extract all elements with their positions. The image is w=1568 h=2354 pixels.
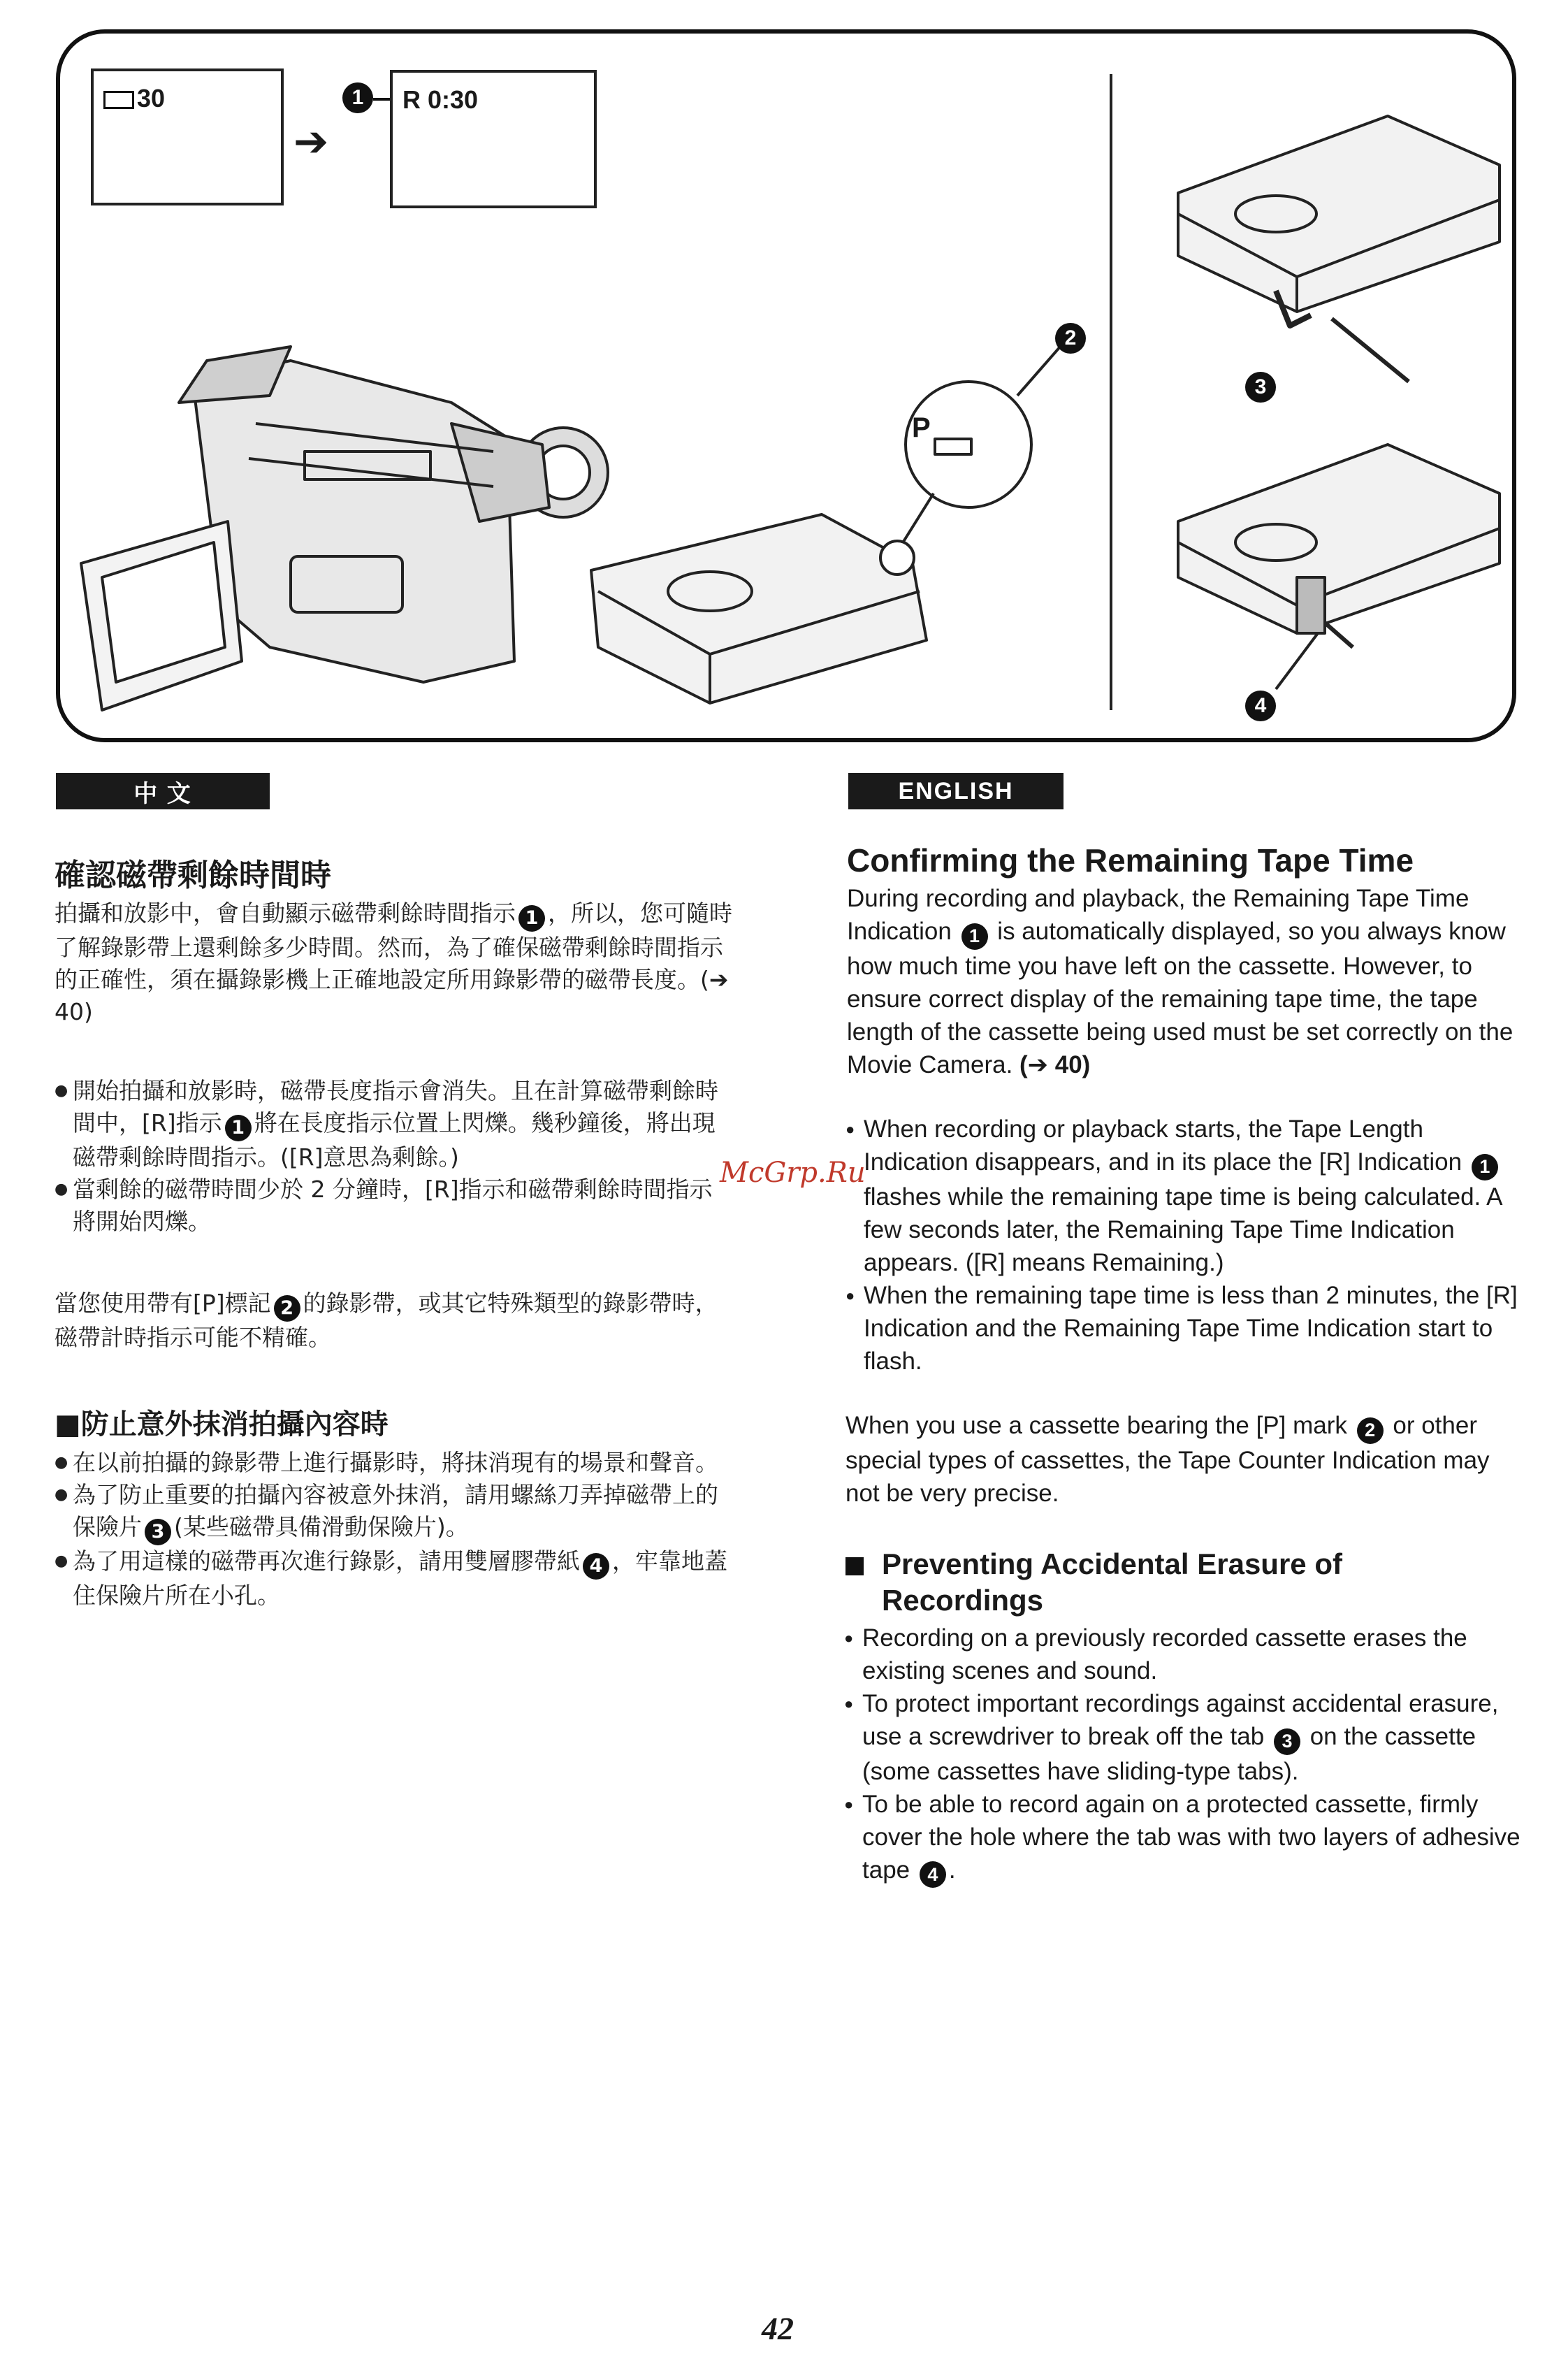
chinese-note: 當您使用帶有[P]標記 2 的錄影帶，或其它特殊類型的錄影帶時，磁帶計時指示可能不精確。 (55, 1290, 718, 1351)
callout-4: 4 (1245, 691, 1276, 721)
list-item: ● 為了防止重要的拍攝內容被意外抹消，請用螺絲刀弄掉磁帶上的保險片 3 (某些磁帶具備滑動保險片)。 (55, 1479, 732, 1545)
cassette-top-right (1178, 116, 1500, 312)
magnifier-circle (906, 382, 1031, 507)
section-square-icon (845, 1557, 864, 1575)
list-item: ● When the remaining tape time is less than 2 minutes, the [R] Indication and the Remaining Tape Time Indication start to flash. (845, 1279, 1526, 1378)
screwdriver (1332, 319, 1409, 382)
english-section2-bullets (844, 1622, 1526, 1888)
page-number: 42 (762, 2311, 794, 2346)
english-title: Confirming the Remaining Tape Time (847, 842, 1414, 879)
list-item: ● To protect important recordings against accidental erasure, use a screwdriver to break off the tab 3 on the cassette (some cassettes have sliding-type tabs). (844, 1687, 1526, 1788)
p-mark-label: P (912, 412, 931, 443)
camera-body (193, 361, 514, 682)
cassette-bottom-right (1178, 445, 1500, 633)
chinese-section2-bullets (55, 1447, 732, 1612)
list-item: ● 在以前拍攝的錄影帶上進行攝影時，將抹消現有的場景和聲音。 (55, 1447, 732, 1479)
english-section-tag: ENGLISH (848, 773, 1064, 809)
callout-1: 1 (342, 82, 373, 113)
list-item: ● Recording on a previously recorded cassette erases the existing scenes and sound. (844, 1622, 1526, 1687)
cassette-center (591, 514, 927, 703)
callout-3: 3 (1245, 372, 1276, 403)
chinese-section2-title: ■防止意外抹消拍攝內容時 (55, 1408, 389, 1440)
illustration-svg (60, 32, 1513, 739)
chinese-section-tag: 中 文 (56, 773, 270, 809)
watermark: McGrp.Ru (720, 1157, 866, 1189)
callout-2: 2 (1055, 323, 1086, 354)
adhesive-tape (1297, 577, 1325, 633)
lcd-after-text: R 0:30 (402, 85, 479, 114)
lcd-before-text: 30 (137, 84, 166, 113)
list-item: ● 開始拍攝和放影時，磁帶長度指示會消失。且在計算磁帶剩餘時間中，[R]指示 1 將在長度指示位置上閃爍。幾秒鐘後，將出現磁帶剩餘時間指示。([R]意思為剩餘。) (55, 1075, 732, 1174)
list-item: ● 當剩餘的磁帶時間少於 2 分鐘時，[R]指示和磁帶剩餘時間指示將開始閃爍。 (55, 1174, 732, 1238)
chinese-title: 確認磁帶剩餘時間時 (55, 858, 331, 893)
arrow-right-icon: ➔ (293, 118, 329, 165)
english-bullets (845, 1113, 1526, 1378)
list-item: ● 為了用這樣的磁帶再次進行錄影，請用雙層膠帶紙 4 ，牢靠地蓋住保險片所在小孔。 (55, 1545, 732, 1612)
english-note: When you use a cassette bearing the [P] mark 2 or other special types of cassettes, the Tape Counter Indication may not be very precise. (845, 1412, 1490, 1507)
chinese-intro: 拍攝和放影中，會自動顯示磁帶剩餘時間指示 1 ，所以，您可隨時了解錄影帶上還剩餘多少時間。然而，為了確保磁帶剩餘時間指示的正確性，須在攝錄影機上正確地設定所用錄影帶的磁帶長度。(➔ 40) (55, 900, 732, 1025)
list-item: ● To be able to record again on a protected cassette, firmly cover the hole where the tab was with two layers of adhesive tape 4 . (844, 1788, 1526, 1889)
chinese-bullets (55, 1075, 732, 1238)
english-section2-title: Preventing Accidental Erasure of Recordings (882, 1547, 1342, 1617)
list-item: ● When recording or playback starts, the Tape Length Indication disappears, and in its place the [R] Indication 1 flashes while the remaining tape time is being calculated. A few seconds later, the Remaining Tape Time Indication appears. ([R] means Remaining.) (845, 1113, 1526, 1279)
english-intro: During recording and playback, the Remaining Tape Time Indication 1 is automatically displayed, so you always know how much time you have left on the cassette. However, to ensure correct display of the remaining tape time, the tape length of the cassette being used must be set correctly on the Movie Camera. (➔ 40) (847, 885, 1513, 1078)
